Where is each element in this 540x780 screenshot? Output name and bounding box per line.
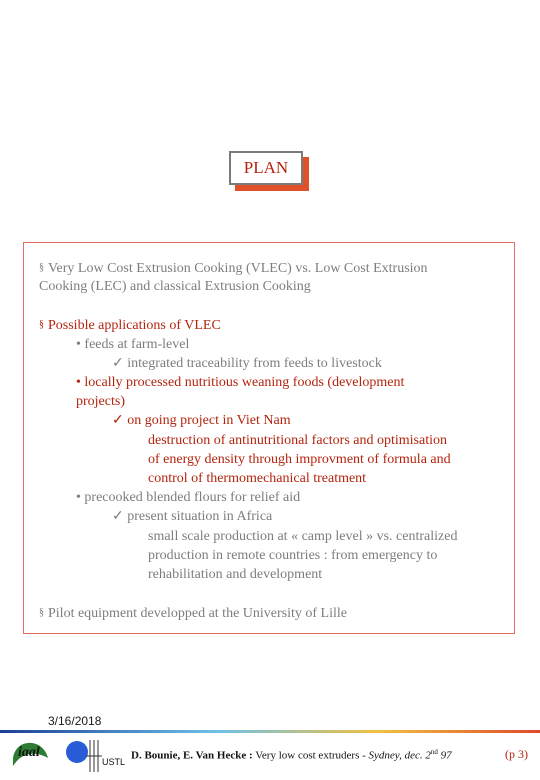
section-bullet-icon: § — [39, 262, 44, 273]
title-box — [229, 151, 303, 185]
item-1-line-b: Cooking (LEC) and classical Extrusion Cooking — [39, 279, 311, 294]
ustl-logo-icon — [86, 738, 126, 774]
page-number: (p 3) — [505, 747, 528, 761]
footer-citation: D. Bounie, E. Van Hecke : Very low cost extruders - Sydney, dec. 2nd 97 — [131, 748, 452, 762]
svg-text:iaal: iaal — [18, 745, 40, 760]
item-2c: • precooked blended flours for relief aid — [76, 490, 301, 505]
item-3: § Pilot equipment developped at the University of Lille — [39, 606, 347, 621]
item-2b-line-a: • locally processed nutritious weaning foods (development — [76, 375, 405, 390]
item-2b1-line-a: destruction of antinutritional factors and optimisation — [148, 433, 447, 448]
item-2a: • feeds at farm-level — [76, 337, 190, 352]
iaal-logo-icon — [10, 738, 52, 770]
item-2b1: ✓ on going project in Viet Nam — [112, 413, 291, 428]
item-2b1-line-c: control of thermomechanical treatment — [148, 471, 367, 486]
item-1-line-a: § Very Low Cost Extrusion Cooking (VLEC) vs. Low Cost Extrusion — [39, 261, 428, 276]
section-bullet-icon: § — [39, 319, 44, 330]
ustl-circle-icon — [66, 741, 88, 763]
item-2c1-line-c: rehabilitation and development — [148, 567, 323, 582]
section-bullet-icon: § — [39, 607, 44, 618]
item-2c1-line-b: production in remote countries : from emergency to — [148, 548, 438, 563]
item-2b1-line-b: of energy density through improvment of formula and — [148, 452, 451, 467]
item-2b-line-b: projects) — [76, 394, 125, 409]
item-2c1-line-a: small scale production at « camp level » vs. centralized — [148, 529, 458, 544]
slide-title — [229, 151, 309, 185]
footer-rule — [0, 730, 540, 733]
item-2a1: ✓ integrated traceability from feeds to livestock — [112, 356, 382, 371]
title-text: PLAN — [243, 158, 289, 177]
footer-date: 3/16/2018 — [48, 714, 102, 728]
item-2c1: ✓ present situation in Africa — [112, 509, 273, 524]
svg-text:USTL: USTL — [102, 757, 126, 767]
item-2: § Possible applications of VLEC — [39, 318, 221, 333]
